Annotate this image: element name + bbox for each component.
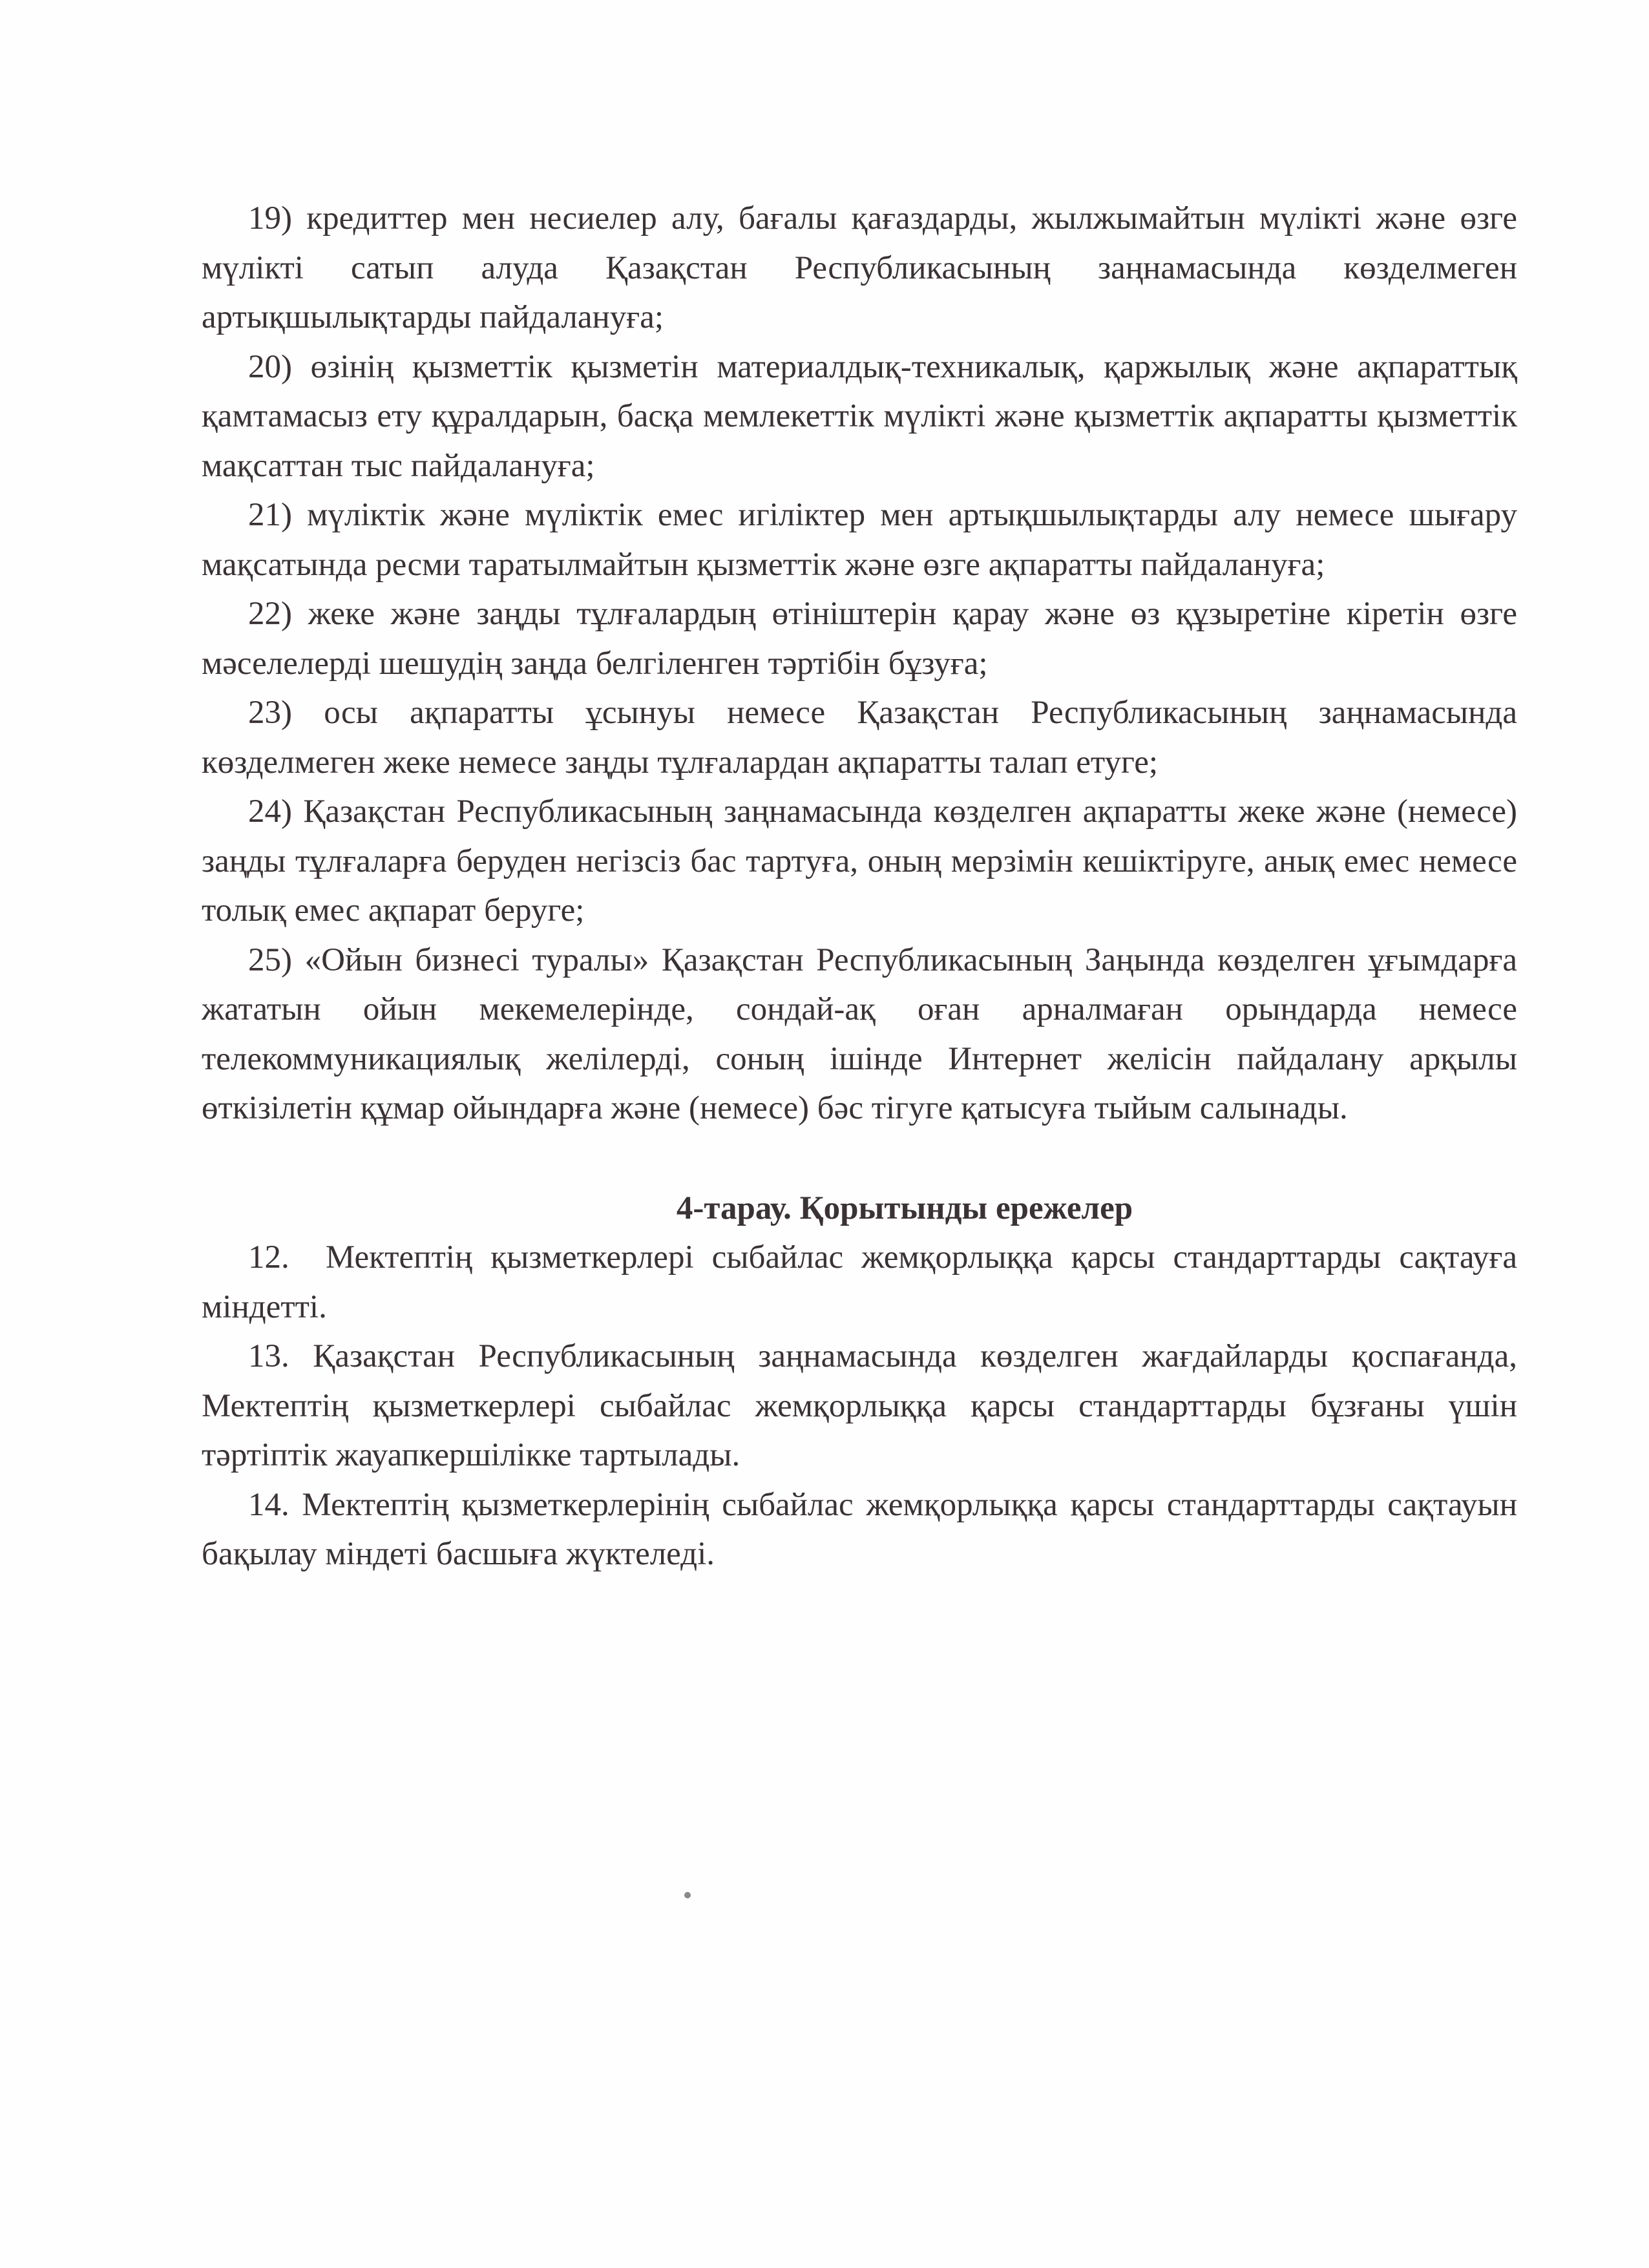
item-text: мүліктік және мүліктік емес игіліктер мен артықшылықтарды алу немесе шығару мақсатында ресми таратылмайтын қызметтік және өзге ақпаратты пайдалануға; bbox=[202, 497, 1517, 583]
item-number: 20) bbox=[248, 348, 292, 385]
clause-text: Мектептің қызметкерлері сыбайлас жемқорлыққа қарсы стандарттарды сақтауға міндетті. bbox=[202, 1239, 1518, 1325]
item-number: 21) bbox=[248, 497, 292, 533]
list-item-24 bbox=[202, 787, 1517, 936]
list-item-21 bbox=[202, 490, 1517, 589]
item-number: 24) bbox=[248, 793, 292, 830]
clause-text: Қазақстан Республикасының заңнамасында көзделген жағдайларды қоспағанда, Мектептің қызметкерлері сыбайлас жемқорлыққа қарсы стандарттарды бұзғаны үшін тәртіптік жауапкершілікке тартылады. bbox=[202, 1338, 1517, 1473]
item-number: 22) bbox=[248, 596, 292, 632]
item-number: 23) bbox=[248, 695, 292, 731]
item-text: жеке және заңды тұлғалардың өтініштерін қарау және өз құзыретіне кіретін өзге мәселелерді шешудің заңда белгіленген тәртібін бұзуға; bbox=[202, 596, 1518, 682]
item-number: 19) bbox=[248, 200, 292, 236]
item-text: өзінің қызметтік қызметін материалдық-техникалық, қаржылық және ақпараттық қамтамасыз ету құралдарын, басқа мемлекеттік мүлікті және қызметтік ақпаратты қызметтік мақсаттан тыс пайдалануға; bbox=[202, 348, 1517, 484]
clause-14 bbox=[202, 1480, 1517, 1579]
list-item-22 bbox=[202, 589, 1517, 688]
item-text: Қазақстан Республикасының заңнамасында көзделген ақпаратты жеке және (немесе) заңды тұлғаларға беруден негізсіз бас тартуға, оның мерзімін кешіктіруге, анық емес немесе толық емес ақпарат беруге; bbox=[202, 793, 1517, 929]
item-text: «Ойын бизнесі туралы» Қазақстан Республикасының Заңында көзделген ұғымдарға жататын ойын мекемелерінде, сондай-ақ оған арналмаған орындарда немесе телекоммуникациялық желілерді, соның ішінде Интернет желісін пайдалану арқылы өткізілетін құмар ойындарға және (немесе) бәс тігуге қатысуға тыйым салынады. bbox=[202, 941, 1517, 1126]
section-heading: 4-тарау. Қорытынды ережелер bbox=[676, 1190, 1133, 1226]
item-number: 25) bbox=[248, 941, 292, 978]
clause-text: Мектептің қызметкерлерінің сыбайлас жемқорлыққа қарсы стандарттарды сақтауын бақылау міндеті басшыға жүктеледі. bbox=[202, 1486, 1517, 1572]
document-body bbox=[202, 194, 1517, 1579]
item-text: осы ақпаратты ұсынуы немесе Қазақстан Республикасының заңнамасында көзделмеген жеке немесе заңды тұлғалардан ақпаратты талап етуге; bbox=[202, 695, 1518, 781]
item-text: кредиттер мен несиелер алу, бағалы қағаздарды, жылжымайтын мүлікті және өзге мүлікті сатып алуда Қазақстан Республикасының заңнамасында көзделмеген артықшылықтарды пайдалануға; bbox=[202, 200, 1517, 335]
list-item-19 bbox=[202, 194, 1517, 342]
clause-12 bbox=[202, 1233, 1517, 1332]
clause-number: 13. bbox=[248, 1338, 289, 1374]
clause-13 bbox=[202, 1332, 1517, 1480]
list-item-25 bbox=[202, 936, 1517, 1133]
list-item-23 bbox=[202, 688, 1517, 787]
scan-speck bbox=[684, 1892, 691, 1898]
list-item-20 bbox=[202, 342, 1517, 491]
clause-number: 12. bbox=[248, 1239, 289, 1276]
clause-number: 14. bbox=[248, 1486, 289, 1523]
